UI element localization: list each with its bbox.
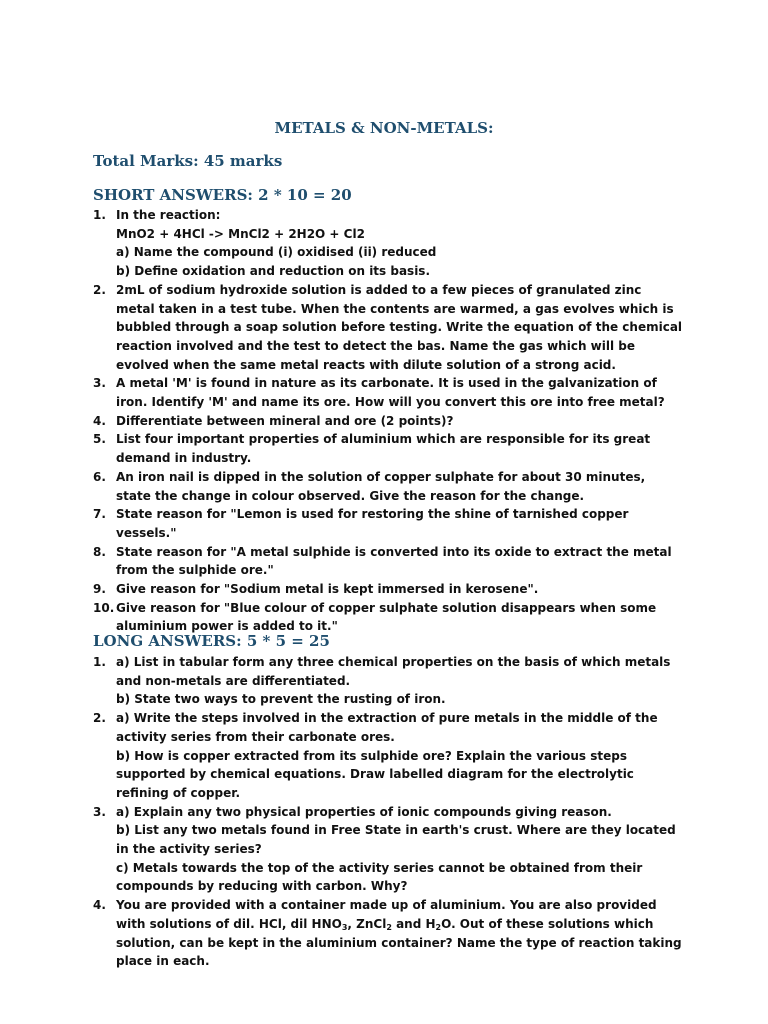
question-number: 10. bbox=[93, 600, 115, 615]
question-line: a) Name the compound (i) oxidised (ii) reduced bbox=[116, 245, 437, 260]
question-line: List four important properties of aluminium which are responsible for its great demand in industry. bbox=[116, 432, 651, 466]
question-number: 1. bbox=[93, 208, 106, 222]
long-question-1 bbox=[93, 653, 683, 709]
short-question-3 bbox=[93, 374, 683, 411]
short-question-6 bbox=[93, 468, 683, 505]
long-answers-heading: LONG ANSWERS: 5 * 5 = 25 bbox=[93, 632, 330, 650]
question-line: c) Metals towards the top of the activity series cannot be obtained from their compounds by reducing with carbon. Why? bbox=[116, 860, 643, 894]
question-number: 6. bbox=[93, 469, 106, 484]
question-line: Give reason for "Sodium metal is kept immersed in kerosene". bbox=[116, 582, 539, 597]
long-question-3 bbox=[93, 803, 683, 897]
question-line: MnO2 + 4HCl -> MnCl2 + 2H2O + Cl2 bbox=[116, 226, 365, 241]
short-question-1 bbox=[93, 206, 683, 281]
short-answers-heading: SHORT ANSWERS: 2 * 10 = 20 bbox=[93, 186, 352, 204]
question-number: 9. bbox=[93, 582, 106, 597]
short-answers-list bbox=[93, 206, 683, 636]
short-question-9 bbox=[93, 580, 683, 599]
question-line: 2mL of sodium hydroxide solution is added to a few pieces of granulated zinc metal taken in a test tube. When the contents are warmed, a gas evolves which is bubbled through a soap solution before testing. Write the equation of the chemical reaction involved and the test to detect the bas. Name the gas which will be evolved when the same metal reacts with dilute solution of a strong acid. bbox=[116, 282, 683, 372]
question-number: 5. bbox=[93, 432, 106, 447]
question-line: b) List any two metals found in Free State in earth's crust. Where are they located in the activity series? bbox=[116, 823, 676, 857]
page-title: METALS & NON-METALS: bbox=[274, 119, 494, 137]
question-line: Give reason for "Blue colour of copper sulphate solution disappears when some aluminium power is added to it." bbox=[116, 600, 657, 634]
question-number: 1. bbox=[93, 655, 106, 669]
long-answers-list bbox=[93, 653, 683, 971]
question-number: 2. bbox=[93, 711, 106, 726]
question-number: 2. bbox=[93, 282, 106, 297]
short-question-5 bbox=[93, 430, 683, 467]
question-line: a) List in tabular form any three chemical properties on the basis of which metals and non-metals are differentiated. bbox=[116, 655, 671, 688]
question-line: An iron nail is dipped in the solution of copper sulphate for about 30 minutes, state the change in colour observed. Give the reason for the change. bbox=[116, 469, 646, 503]
question-number: 8. bbox=[93, 544, 106, 559]
total-marks: Total Marks: 45 marks bbox=[93, 152, 283, 170]
question-line: b) State two ways to prevent the rusting of iron. bbox=[116, 692, 446, 707]
question-line: b) Define oxidation and reduction on its basis. bbox=[116, 264, 431, 279]
question-line: b) How is copper extracted from its sulphide ore? Explain the various steps supported by chemical equations. Draw labelled diagram for the electrolytic refining of copper. bbox=[116, 748, 634, 800]
short-question-7 bbox=[93, 505, 683, 542]
question-line: A metal 'M' is found in nature as its carbonate. It is used in the galvanization of iron. Identify 'M' and name its ore. How will you convert this ore into free metal? bbox=[116, 376, 665, 410]
question-line: a) Write the steps involved in the extraction of pure metals in the middle of the activity series from their carbonate ores. bbox=[116, 711, 658, 744]
question-line: a) Explain any two physical properties of ionic compounds giving reason. bbox=[116, 804, 612, 819]
question-number: 3. bbox=[93, 376, 106, 391]
question-line: Differentiate between mineral and ore (2 points)? bbox=[116, 413, 454, 428]
question-line: State reason for "Lemon is used for restoring the shine of tarnished copper vessels." bbox=[116, 507, 629, 540]
short-question-8 bbox=[93, 543, 683, 580]
short-question-4 bbox=[93, 412, 683, 431]
question-number: 4. bbox=[93, 413, 106, 428]
question-number: 4. bbox=[93, 898, 106, 913]
question-text: You are provided with a container made up of aluminium. You are also provided with solutions of dil. HCl, dil $HNO_3$, ZnCl$_2$ and $H_2O$. Out of these solutions which solution, can be kept in the aluminium container? Name the type of reaction taking place in each. bbox=[116, 898, 682, 969]
long-question-2 bbox=[93, 709, 683, 803]
short-question-10 bbox=[93, 599, 683, 636]
question-number: 3. bbox=[93, 804, 106, 819]
question-line: In the reaction: bbox=[116, 208, 221, 222]
question-number: 7. bbox=[93, 507, 106, 522]
question-line: State reason for "A metal sulphide is converted into its oxide to extract the metal from the sulphide ore." bbox=[116, 544, 672, 578]
long-question-4 bbox=[93, 896, 683, 971]
short-question-2 bbox=[93, 281, 683, 375]
